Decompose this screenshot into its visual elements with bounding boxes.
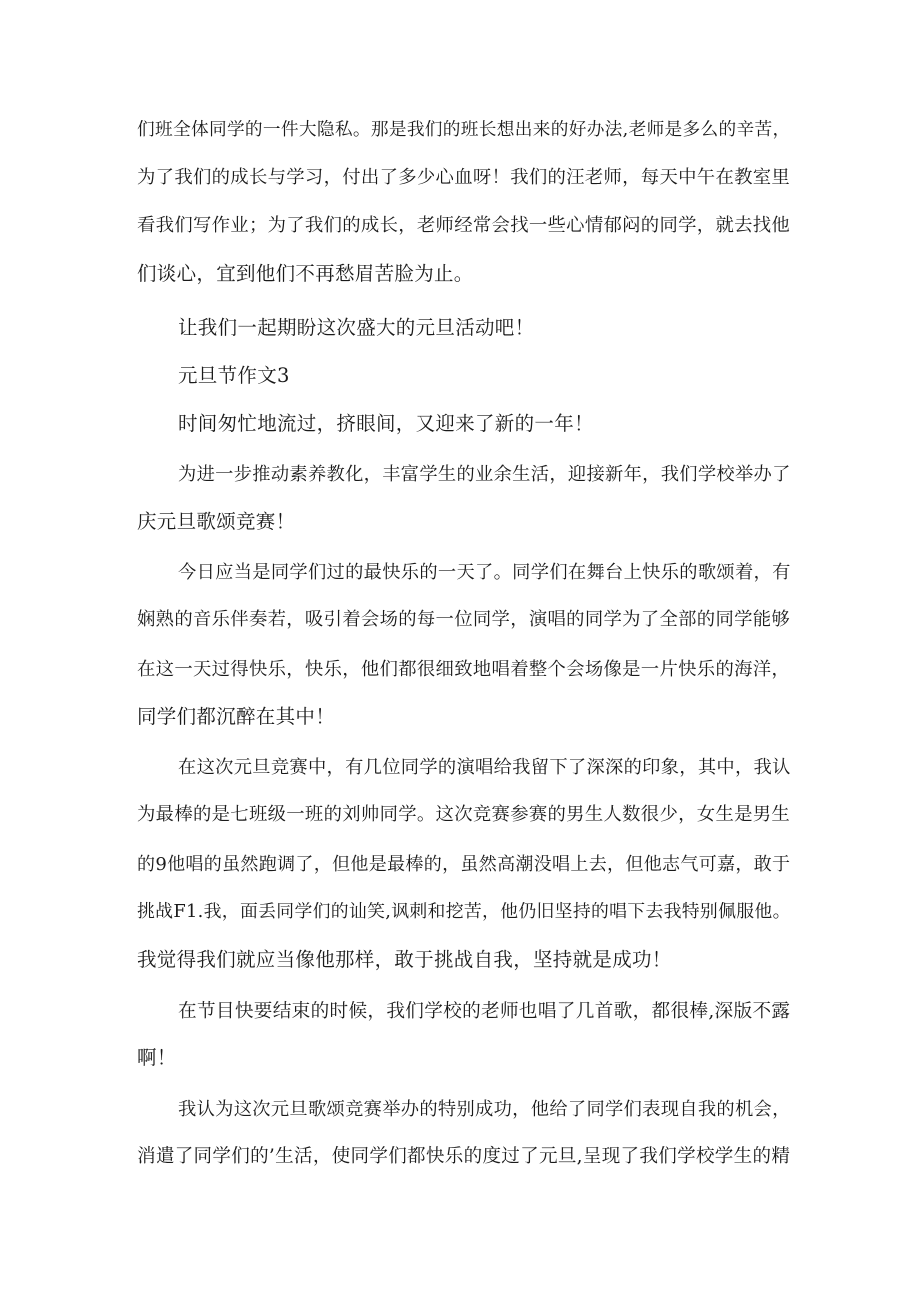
text-line: 为了我们的成长与学习，付出了多少心血呀！我们的汪老师，每天中午在教室里 <box>137 167 791 188</box>
text-line: 在这次元旦竞赛中，有几位同学的演唱给我留下了深深的印象，其中，我认 <box>178 757 791 778</box>
text-line: 为进一步推动素养教化，丰富学生的业余生活，迎接新年，我们学校举办了 <box>178 464 791 485</box>
section-heading: 元旦节作文3 <box>178 364 290 387</box>
text-line: 在节目快要结束的时候，我们学校的老师也唱了几首歌，都很棒,深版不露 <box>178 1001 791 1022</box>
text-line: 在这一天过得快乐，快乐，他们都很细致地唱着整个会场像是一片快乐的海洋， <box>137 659 791 680</box>
text-line: 今日应当是同学们过的最快乐的一天了。同学们在舞台上快乐的歌颂着，有 <box>178 562 791 583</box>
text-line: 我认为这次元旦歌颂竞赛举办的特别成功，他给了同学们表现自我的机会， <box>178 1099 791 1120</box>
text-line: 看我们写作业；为了我们的成长，老师经常会找一些心情郁闷的同学，就去找他 <box>137 215 791 236</box>
text-line: 的9他唱的虽然跑调了，但他是最棒的，虽然高潮没唱上去，但他志气可嘉，敢于 <box>137 854 791 875</box>
text-line: 挑战F1.我，面丢同学们的讪笑,讽刺和挖苦，他仍旧坚持的唱下去我特别佩服他。 <box>137 901 791 922</box>
text-line: 庆元旦歌颂竞赛！ <box>137 510 296 533</box>
text-line: 同学们都沉醉在其中！ <box>137 705 336 728</box>
text-line: 们班全体同学的一件大隐私。那是我们的班长想出来的好办法,老师是多么的辛苦， <box>137 120 791 140</box>
text-line: 们谈心，宜到他们不再愁眉苦脸为止。 <box>137 262 474 285</box>
text-line: 我觉得我们就应当像他那样，敢于挑战自我，坚持就是成功！ <box>137 948 672 971</box>
text-line: 娴熟的音乐伴奏若，吸引着会场的每一位同学，演唱的同学为了全部的同学能够 <box>137 609 791 630</box>
text-line: 消遣了同学们的’生活，使同学们都快乐的度过了元旦,呈现了我们学校学生的精 <box>137 1146 791 1167</box>
text-line: 时间匆忙地流过，挤眼间，又迎来了新的一年！ <box>178 412 594 435</box>
text-line: 让我们一起期盼这次盛大的元旦活动吧！ <box>178 316 535 339</box>
text-line: 啊！ <box>137 1046 177 1069</box>
text-line: 为最棒的是七班级一班的刘帅同学。这次竞赛参赛的男生人数很少，女生是男生 <box>137 804 791 825</box>
